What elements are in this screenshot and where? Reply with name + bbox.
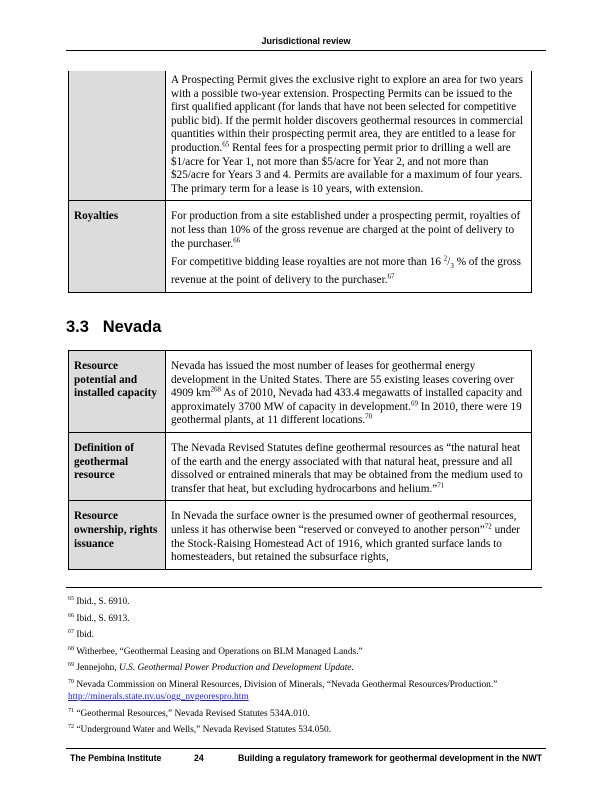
royalties-paragraph-1: For production from a site established under a prospecting permit, royalties of not less than 10% of the gross revenue are charged at the point of delivery to the purchaser.$^{66}$ [171, 210, 521, 250]
footnote-ref: 67 [387, 272, 395, 281]
footnote-rule [66, 587, 542, 588]
footer-org: The Pembina Institute [70, 753, 162, 763]
table-row [69, 71, 532, 201]
header-rule [66, 50, 546, 51]
prospecting-permit-text: A Prospecting Permit gives the exclusive right to explore an area for two years with a possible two-year extension. Prospecting Permits can be issued to the first qualified applicant (for lands that have not been selected for competitive public bid). If the permit holder discovers geothermal resources in commercial quantities within their prospecting permit area, they are entitled to a lease for production.$^{65}$ Rental fees for a prospecting permit prior to drilling a well are $1/acre for Year 1, not more than $5/acre for Year 2, and not more than $25/acre for Years 3 and 4. Permits are available for a maximum of four years. The primary term for a lease is 10 years, with extension. [171, 74, 523, 195]
resource-potential-label: Resource potential and installed capacity [69, 351, 166, 433]
footnote-ref: 69 [410, 399, 418, 408]
footnote-70: $^{70}$ Nevada Commission on Mineral Resources, Division of Minerals, “Nevada Geothermal Resources/Production.” http://minerals.state.nv.us/ogg_nvgeorespro.htm [68, 678, 498, 702]
footnote-65: $^{65}$ Ibid., S. 6910. [68, 595, 130, 607]
definition-cell: The Nevada Revised Statutes define geothermal resources as “the natural heat of the earth and the energy associated with that natural heat, pressure and all dissolved or entrained minerals that may be obtained from the medium used to transfer that heat, but excluding hydrocarbons and helium.”$^{71}$ [166, 432, 532, 500]
footnote-66: $^{66}$ Ibid., S. 6913. [68, 612, 130, 624]
empty-label-cell [69, 71, 166, 201]
footnote-70-link[interactable]: http://minerals.state.nv.us/ogg_nvgeorespro.htm [68, 691, 249, 702]
table-row [69, 432, 532, 500]
royalties-paragraph-2: For competitive bidding lease royalties are not more than 16 $^2/_3$ % of the gross revenue at the point of delivery to the purchaser.$^{67}$ [171, 254, 522, 286]
footer-rule [66, 748, 546, 749]
table-row [69, 201, 532, 292]
footnote-ref: 66 [233, 235, 241, 244]
footnote-ref: 72 [484, 522, 492, 531]
ownership-label: Resource ownership, rights issuance [69, 501, 166, 569]
footnote-69: $^{69}$ Jennejohn, U.S. Geothermal Power Production and Development Update. [68, 662, 354, 674]
footnote-ref: 70 [365, 412, 373, 421]
footnote-71: $^{71}$ “Geothermal Resources,” Nevada Revised Statutes 534A.010. [68, 707, 310, 719]
table-nevada [68, 350, 532, 570]
table-row [69, 501, 532, 569]
footnote-72: $^{72}$ “Underground Water and Wells,” Nevada Revised Statutes 534.050. [68, 724, 332, 736]
footnote-68: $^{68}$ Witherbee, “Geothermal Leasing and Operations on BLM Managed Lands.” [68, 645, 363, 657]
definition-label: Definition of geothermal resource [69, 432, 166, 500]
resource-potential-cell: Nevada has issued the most number of leases for geothermal energy development in the United States. There are 55 existing leases covering over 4909 $km^{268}$ As of 2010, Nevada had 433.4 megawatts of installed capacity and approximately 3700 MW of capacity in development.$^{69}$ In 2010, there were 19 geothermal plants, at 11 different locations.$^{70}$ [166, 351, 532, 433]
footnote-67: $^{67}$ Ibid. [68, 629, 94, 641]
footnote-ref: 68 [213, 385, 221, 394]
footnote-ref: 71 [437, 481, 445, 490]
page-number: 24 [194, 753, 204, 763]
royalties-cell [166, 201, 532, 292]
running-header: Jurisdictional review [261, 36, 351, 46]
prospecting-permit-cell [166, 71, 532, 201]
footer-title: Building a regulatory framework for geothermal development in the NWT [237, 753, 542, 763]
footnote-ref: 65 [222, 140, 230, 149]
section-heading: 3.3 Nevada [66, 318, 162, 336]
ownership-cell: In Nevada the surface owner is the presumed owner of geothermal resources, unless it has otherwise been “reserved or conveyed to another person”$^{72}$ under the Stock-Raising Homestead Act of 1916, which granted surface lands to homesteaders, but retained the subsurface rights, [166, 501, 532, 569]
table-utah-continued [68, 71, 532, 293]
table-row [69, 351, 532, 433]
royalties-label: Royalties [69, 201, 166, 292]
footnotes [68, 596, 538, 741]
